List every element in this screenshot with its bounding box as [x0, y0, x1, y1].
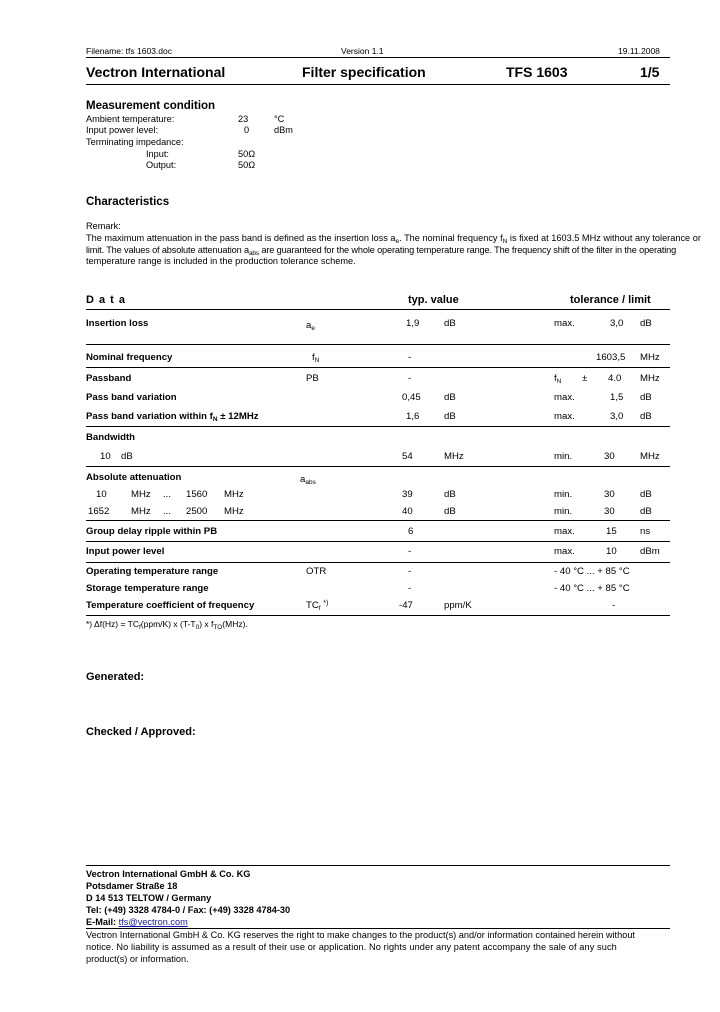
row-divider — [86, 520, 670, 521]
ambient-unit: °C — [274, 114, 285, 124]
term-label: Terminating impedance: — [86, 137, 184, 147]
row-divider — [86, 426, 670, 427]
ambient-value: 23 — [238, 114, 249, 124]
remark-line-1: The maximum attenuation in the pass band is defined as the insertion loss $a_e$. The nominal frequency $f_N$ is fixed at 1603.5 MHz without any tolerance or — [86, 233, 701, 245]
footer-city: D 14 513 TELTOW / Germany — [86, 893, 212, 903]
table-bottom-line — [86, 615, 670, 616]
input-label: Input: — [146, 149, 169, 159]
characteristics-title: Characteristics — [86, 196, 170, 208]
disclaimer-line-1: Vectron International GmbH & Co. KG reserves the right to make changes to the product(s) and/or information contained herein without — [86, 930, 635, 940]
output-label: Output: — [146, 160, 177, 170]
title-divider — [86, 84, 670, 85]
col-data: D a t a — [86, 294, 127, 306]
power-label: Input power level: — [86, 125, 159, 135]
footer-divider — [86, 865, 670, 866]
page-number: 1/5 — [640, 64, 660, 80]
page: Filename: tfs 1603.doc Version 1.1 19.11.2008 Vectron International Filter specification TFS 1603 1/5 Measurement condition Ambient temperature: 23 °C Input power level: 0 dBm Terminating impedance: Input: 50Ω Output: 50Ω Characteristics Remark: The maximum attenuation in the pass band is defined as the insertion loss $a_e$. The nominal frequency $f_N$ is fixed at 1603.5 MHz without any tolerance or limit. The values of absolute attenuation $a_{abs}$ are guaranteed for the whole operating temperature range. The frequency shift of the filter in the operating temperature range is included in the production tolerance scheme. D a t a typ. value tolerance / limit Insertion loss $a_e$ 1,9 dB max. 3,0 dB Nominal frequency $f_N$ - 1603,5 MHz Passband PB - $f_N$ ± 4.0 MHz Pass band variation 0,45 dB max. 1,5 dB Pass band variation within $f_N \pm 12MHz$ 1,6 dB max. 3,0 dB Bandwidth 10 dB 54 MHz min. 30 MHz Absolute attenuation $a_{abs}$ 10 MHz ... 1560 MHz 39 dB min. 30 dB 1652 MHz ... 2500 MHz 40 dB min. 30 dB Group delay ripple within PB 6 max. 15 ns Input power level - max. 10 dBm Operating temperature range OTR - - 40 °C ... + 85 °C Storage temperature range - - 40 °C ... + 85 °C Temperature coefficient of frequency $TC_f$ *) -47 ppm/K - *) $\Delta f(Hz) = TC_f(ppm/K)$ x $(T-T_0)$ x $f_{TO}(MHz)$. Generated: Checked / Approved: Vectron International GmbH & Co. KG Potsdamer Straße 18 D 14 513 TELTOW / Germany Tel: (+49) 3328 4784-0 / Fax: (+49) 3328 4784-30 E-Mail: tfs@vectron.com Vectron International GmbH & Co. KG reserves the right to make changes to the product(s) and/or information contained herein without notice. No liability is assumed as a result of their use or application. No rights under any patent accompany the sale of any such product(s) or information. — [86, 46, 701, 964]
date: 19.11.2008 — [618, 46, 660, 56]
doc-type: Filter specification — [302, 64, 426, 80]
product-name: TFS 1603 — [506, 64, 568, 80]
footer-divider-2 — [86, 928, 670, 929]
row-divider — [86, 541, 670, 542]
row-divider — [86, 466, 670, 467]
col-typ: typ. value — [408, 294, 459, 306]
power-unit: dBm — [274, 125, 293, 135]
company-title: Vectron International — [86, 64, 226, 80]
filename: Filename: tfs 1603.doc — [86, 46, 172, 56]
footer-company: Vectron International GmbH & Co. KG — [86, 869, 251, 879]
footer-tel: Tel: (+49) 3328 4784-0 / Fax: (+49) 3328 4784-30 — [86, 905, 291, 915]
col-tolerance: tolerance / limit — [570, 294, 651, 306]
row-divider — [86, 367, 670, 368]
disclaimer-line-3: product(s) or information. — [86, 954, 189, 964]
footer-email-line: E-Mail: tfs@vectron.com — [86, 917, 188, 927]
remark-line-2: limit. The values of absolute attenuation $a_{abs}$ are guaranteed for the whole operating temperature range. The frequency shift of the filter in the operating — [86, 245, 677, 257]
power-value: 0 — [244, 125, 250, 135]
checked-label: Checked / Approved: — [86, 726, 196, 738]
generated-label: Generated: — [86, 671, 145, 683]
version: Version 1.1 — [341, 46, 384, 56]
remark-line-3: temperature range is included in the production tolerance scheme. — [86, 256, 356, 266]
row-divider — [86, 562, 670, 563]
table-top-line — [86, 309, 670, 310]
remark-label: Remark: — [86, 221, 121, 231]
row-divider — [86, 344, 670, 345]
footnote: *) $\Delta f(Hz) = TC_f(ppm/K)$ x $(T-T_0)$ x $f_{TO}(MHz)$. — [86, 619, 248, 631]
email-link[interactable]: tfs@vectron.com — [118, 917, 188, 927]
ambient-label: Ambient temperature: — [86, 114, 175, 124]
header-divider — [86, 57, 670, 58]
output-value: 50Ω — [238, 160, 256, 170]
measurement-title: Measurement condition — [86, 100, 216, 112]
footer-street: Potsdamer Straße 18 — [86, 881, 178, 891]
input-value: 50Ω — [238, 149, 256, 159]
disclaimer-line-2: notice. No liability is assumed as a result of their use or application. No rights under any patent accompany the sale of any such — [86, 942, 617, 952]
